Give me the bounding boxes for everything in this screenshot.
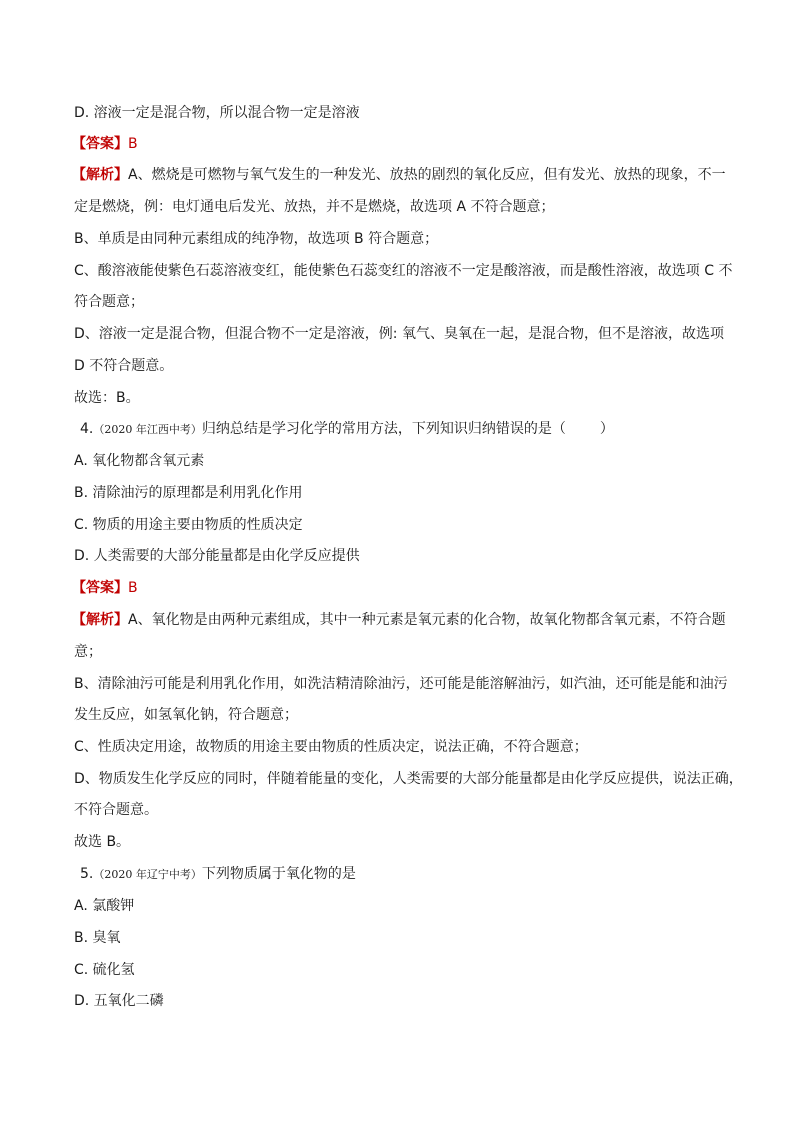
question-paren-close: ） bbox=[599, 421, 614, 437]
q3-conclusion: 故选：B。 bbox=[74, 390, 140, 406]
answer-value: B bbox=[128, 580, 138, 596]
q4-analysis-line-2: 意； bbox=[74, 644, 102, 660]
q3-analysis-line-1 bbox=[72, 166, 726, 184]
question-source: （2020 年辽宁中考） bbox=[93, 868, 202, 881]
q3-analysis-line-4: C、酸溶液能使紫色石蕊溶液变红，能使紫色石蕊变红的溶液不一定是酸溶液，而是酸性溶液，故选项 C 不 bbox=[74, 263, 733, 279]
q4-analysis-line-3: B、清除油污可能是利用乳化作用，如洗洁精清除油污，还可能是能溶解油污，如汽油，还可能是能和油污 bbox=[74, 676, 728, 692]
question-source: （2020 年江西中考） bbox=[93, 423, 202, 436]
analysis-tag: 【解析】 bbox=[72, 167, 128, 183]
question-number: 4. bbox=[80, 421, 94, 437]
q5-option-d: D. 五氧化二磷 bbox=[74, 993, 164, 1009]
q3-analysis-line-2: 定是燃烧，例：电灯通电后发光、放热，并不是燃烧，故选项 A 不符合题意； bbox=[74, 199, 555, 215]
q5-option-c: C. 硫化氢 bbox=[74, 962, 135, 978]
q5-option-a: A. 氯酸钾 bbox=[74, 898, 135, 914]
q4-option-a: A. 氧化物都含氧元素 bbox=[74, 453, 205, 469]
analysis-text: A、燃烧是可燃物与氧气发生的一种发光、放热的剧烈的氧化反应，但有发光、放热的现象，不一 bbox=[128, 167, 726, 183]
q3-answer bbox=[72, 135, 718, 153]
q4-analysis-line-7: 不符合题意。 bbox=[74, 802, 158, 818]
answer-value: B bbox=[128, 136, 138, 152]
question-number: 5. bbox=[80, 866, 94, 882]
q5-stem bbox=[80, 865, 726, 884]
q4-analysis-line-1 bbox=[72, 611, 726, 629]
q5-option-b: B. 臭氧 bbox=[74, 930, 121, 946]
q4-conclusion: 故选 B。 bbox=[74, 834, 131, 850]
q4-stem bbox=[80, 420, 726, 439]
q4-option-b: B. 清除油污的原理都是利用乳化作用 bbox=[74, 485, 303, 501]
analysis-tag: 【解析】 bbox=[72, 612, 128, 628]
answer-tag: 【答案】 bbox=[72, 136, 128, 152]
q3-option-d: D. 溶液一定是混合物，所以混合物一定是溶液 bbox=[74, 105, 360, 121]
q4-analysis-line-4: 发生反应，如氢氧化钠，符合题意； bbox=[74, 707, 298, 723]
q3-analysis-line-5: 符合题意； bbox=[74, 294, 144, 310]
q4-analysis-line-5: C、性质决定用途，故物质的用途主要由物质的性质决定，说法正确，不符合题意； bbox=[74, 739, 588, 755]
question-text: 下列物质属于氧化物的是 bbox=[201, 866, 356, 882]
question-text: 归纳总结是学习化学的常用方法，下列知识归纳错误的是（ bbox=[201, 421, 566, 437]
q4-option-c: C. 物质的用途主要由物质的性质决定 bbox=[74, 517, 303, 533]
q4-answer bbox=[72, 579, 718, 597]
q3-analysis-line-3: B、单质是由同种元素组成的纯净物，故选项 B 符合题意； bbox=[74, 231, 439, 247]
q3-analysis-line-7: D 不符合题意。 bbox=[74, 358, 174, 374]
answer-tag: 【答案】 bbox=[72, 580, 128, 596]
q4-option-d: D. 人类需要的大部分能量都是由化学反应提供 bbox=[74, 548, 360, 564]
q3-analysis-line-6: D、溶液一定是混合物，但混合物不一定是溶液，例: 氧气、臭氧在一起，是混合物，但不是溶液，故选项 bbox=[74, 326, 724, 342]
analysis-text: A、氧化物是由两种元素组成，其中一种元素是氧元素的化合物，故氧化物都含氧元素，不符合题 bbox=[128, 612, 726, 628]
q4-analysis-line-6: D、物质发生化学反应的同时，伴随着能量的变化，人类需要的大部分能量都是由化学反应提供，说法正确， bbox=[74, 771, 743, 787]
